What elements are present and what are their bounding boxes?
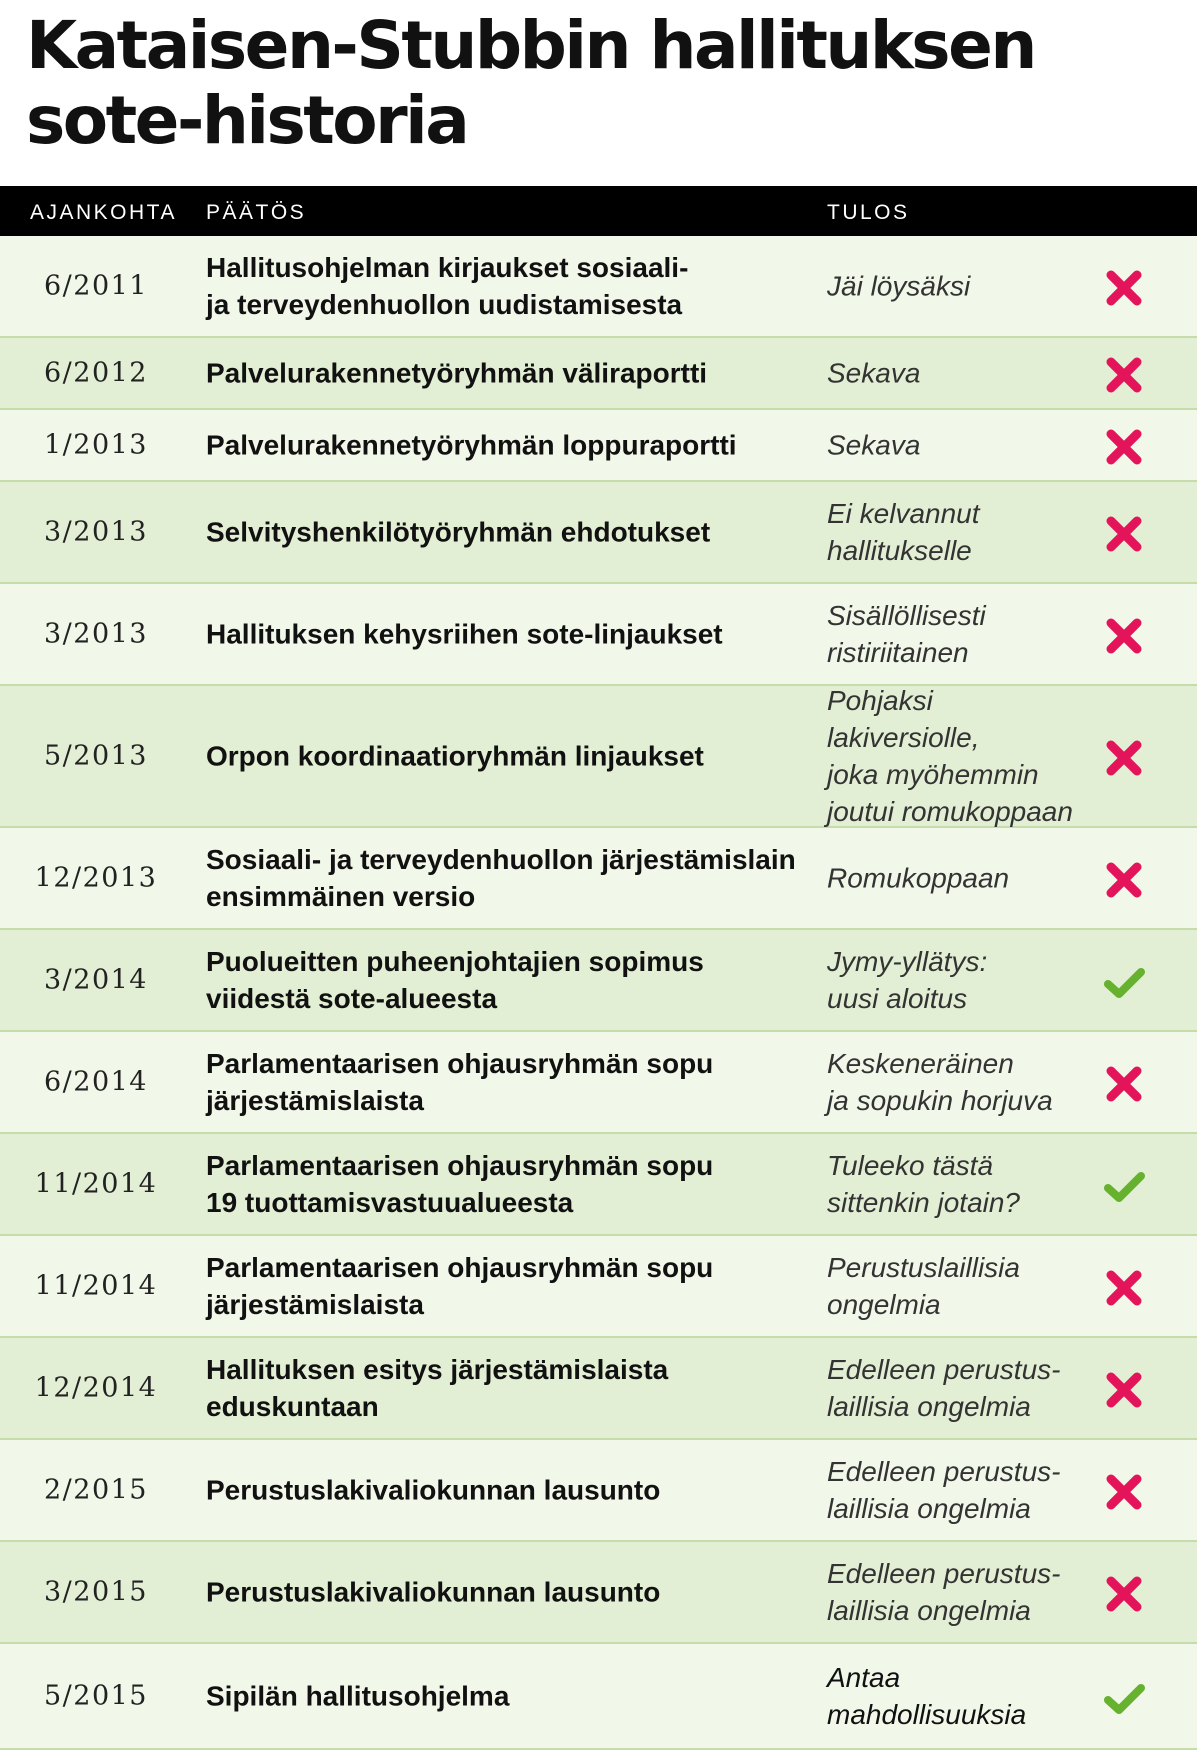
table-row <box>0 482 1197 584</box>
cross-icon <box>1102 1368 1146 1412</box>
row-date: 6/2012 <box>44 357 148 389</box>
row-date: 6/2014 <box>44 1066 148 1098</box>
row-result: Keskeneräinen ja sopukin horjuva <box>827 1048 1053 1116</box>
row-decision: Parlamentaarisen ohjausryhmän sopu järjestämislaista <box>206 1048 714 1116</box>
row-date: 3/2013 <box>44 618 148 650</box>
cross-icon <box>1102 512 1146 556</box>
cross-icon <box>1102 858 1146 902</box>
check-icon <box>1102 1164 1146 1208</box>
row-result: Jymy-yllätys: uusi aloitus <box>827 946 988 1014</box>
row-result: Tuleeko tästä sittenkin jotain? <box>827 1150 1021 1218</box>
table-row <box>0 1440 1197 1542</box>
table-row <box>0 686 1197 828</box>
row-date: 5/2013 <box>44 740 148 772</box>
table-row <box>0 584 1197 686</box>
table-row <box>0 1134 1197 1236</box>
table-row <box>0 930 1197 1032</box>
row-date: 3/2013 <box>44 516 148 548</box>
cross-icon <box>1102 1470 1146 1514</box>
row-decision: Perustuslakivaliokunnan lausunto <box>206 1474 661 1506</box>
row-result: Jäi löysäksi <box>827 270 971 302</box>
table-row <box>0 236 1197 338</box>
check-icon <box>1102 960 1146 1004</box>
row-date: 11/2014 <box>34 1270 158 1302</box>
title-line-2: sote-historia <box>26 82 468 159</box>
cross-icon <box>1102 353 1146 397</box>
cross-icon <box>1102 266 1146 310</box>
row-decision: Puolueitten puheenjohtajien sopimus viidestä sote-alueesta <box>206 946 704 1014</box>
row-decision: Selvityshenkilötyöryhmän ehdotukset <box>206 516 711 548</box>
row-decision: Sosiaali- ja terveydenhuollon järjestämislain ensimmäinen versio <box>206 844 796 912</box>
cross-icon <box>1102 1266 1146 1310</box>
row-result: Edelleen perustus- laillisia ongelmia <box>827 1354 1061 1422</box>
row-result: Sekava <box>827 357 921 389</box>
header-date: AJANKOHTA <box>30 201 177 224</box>
row-result: Sisällöllisesti ristiriitainen <box>827 600 986 668</box>
row-decision: Parlamentaarisen ohjausryhmän sopu järjestämislaista <box>206 1252 714 1320</box>
table-header <box>0 186 1197 236</box>
table-body <box>0 236 1197 1750</box>
cross-icon <box>1102 736 1146 780</box>
row-result: Perustuslaillisia ongelmia <box>827 1252 1020 1320</box>
history-table <box>0 186 1197 1750</box>
row-decision: Perustuslakivaliokunnan lausunto <box>206 1576 661 1608</box>
row-decision: Hallitusohjelman kirjaukset sosiaali- ja terveydenhuollon uudistamisesta <box>206 252 689 320</box>
row-result: Edelleen perustus- laillisia ongelmia <box>827 1558 1061 1626</box>
row-date: 5/2015 <box>44 1680 148 1712</box>
row-result: Ei kelvannut hallitukselle <box>827 498 980 566</box>
header-result: TULOS <box>827 201 910 224</box>
row-date: 12/2013 <box>34 862 158 894</box>
row-result: Pohjaksi lakiversiolle, joka myöhemmin joutui romukoppaan <box>827 685 1073 827</box>
table-row <box>0 410 1197 482</box>
row-decision: Hallituksen kehysriihen sote-linjaukset <box>206 618 723 650</box>
check-icon <box>1102 1676 1146 1720</box>
row-decision: Parlamentaarisen ohjausryhmän sopu 19 tuottamisvastuualueesta <box>206 1150 714 1218</box>
header-decision: PÄÄTÖS <box>206 201 307 224</box>
row-decision: Orpon koordinaatioryhmän linjaukset <box>206 740 704 772</box>
row-result: Sekava <box>827 429 921 461</box>
table-row <box>0 1644 1197 1750</box>
row-date: 2/2015 <box>44 1474 148 1506</box>
row-decision: Palvelurakennetyöryhmän väliraportti <box>206 357 708 389</box>
row-date: 3/2014 <box>44 964 148 996</box>
title-line-1: Kataisen-Stubbin hallituksen <box>26 7 1035 84</box>
row-result: Edelleen perustus- laillisia ongelmia <box>827 1456 1061 1524</box>
table-row <box>0 1236 1197 1338</box>
row-decision: Hallituksen esitys järjestämislaista eduskuntaan <box>206 1354 669 1422</box>
table-row <box>0 1542 1197 1644</box>
cross-icon <box>1102 425 1146 469</box>
row-decision: Sipilän hallitusohjelma <box>206 1680 510 1712</box>
row-result: Antaa mahdollisuuksia <box>827 1662 1027 1730</box>
table-row <box>0 1032 1197 1134</box>
row-result: Romukoppaan <box>827 862 1010 894</box>
row-decision: Palvelurakennetyöryhmän loppuraportti <box>206 429 737 461</box>
row-date: 3/2015 <box>44 1576 148 1608</box>
row-date: 1/2013 <box>44 429 148 461</box>
cross-icon <box>1102 1062 1146 1106</box>
cross-icon <box>1102 614 1146 658</box>
row-date: 11/2014 <box>34 1168 158 1200</box>
page-title <box>26 8 1126 158</box>
table-row <box>0 338 1197 410</box>
table-row <box>0 828 1197 930</box>
cross-icon <box>1102 1572 1146 1616</box>
row-date: 12/2014 <box>34 1372 158 1404</box>
table-row <box>0 1338 1197 1440</box>
row-date: 6/2011 <box>44 270 148 302</box>
